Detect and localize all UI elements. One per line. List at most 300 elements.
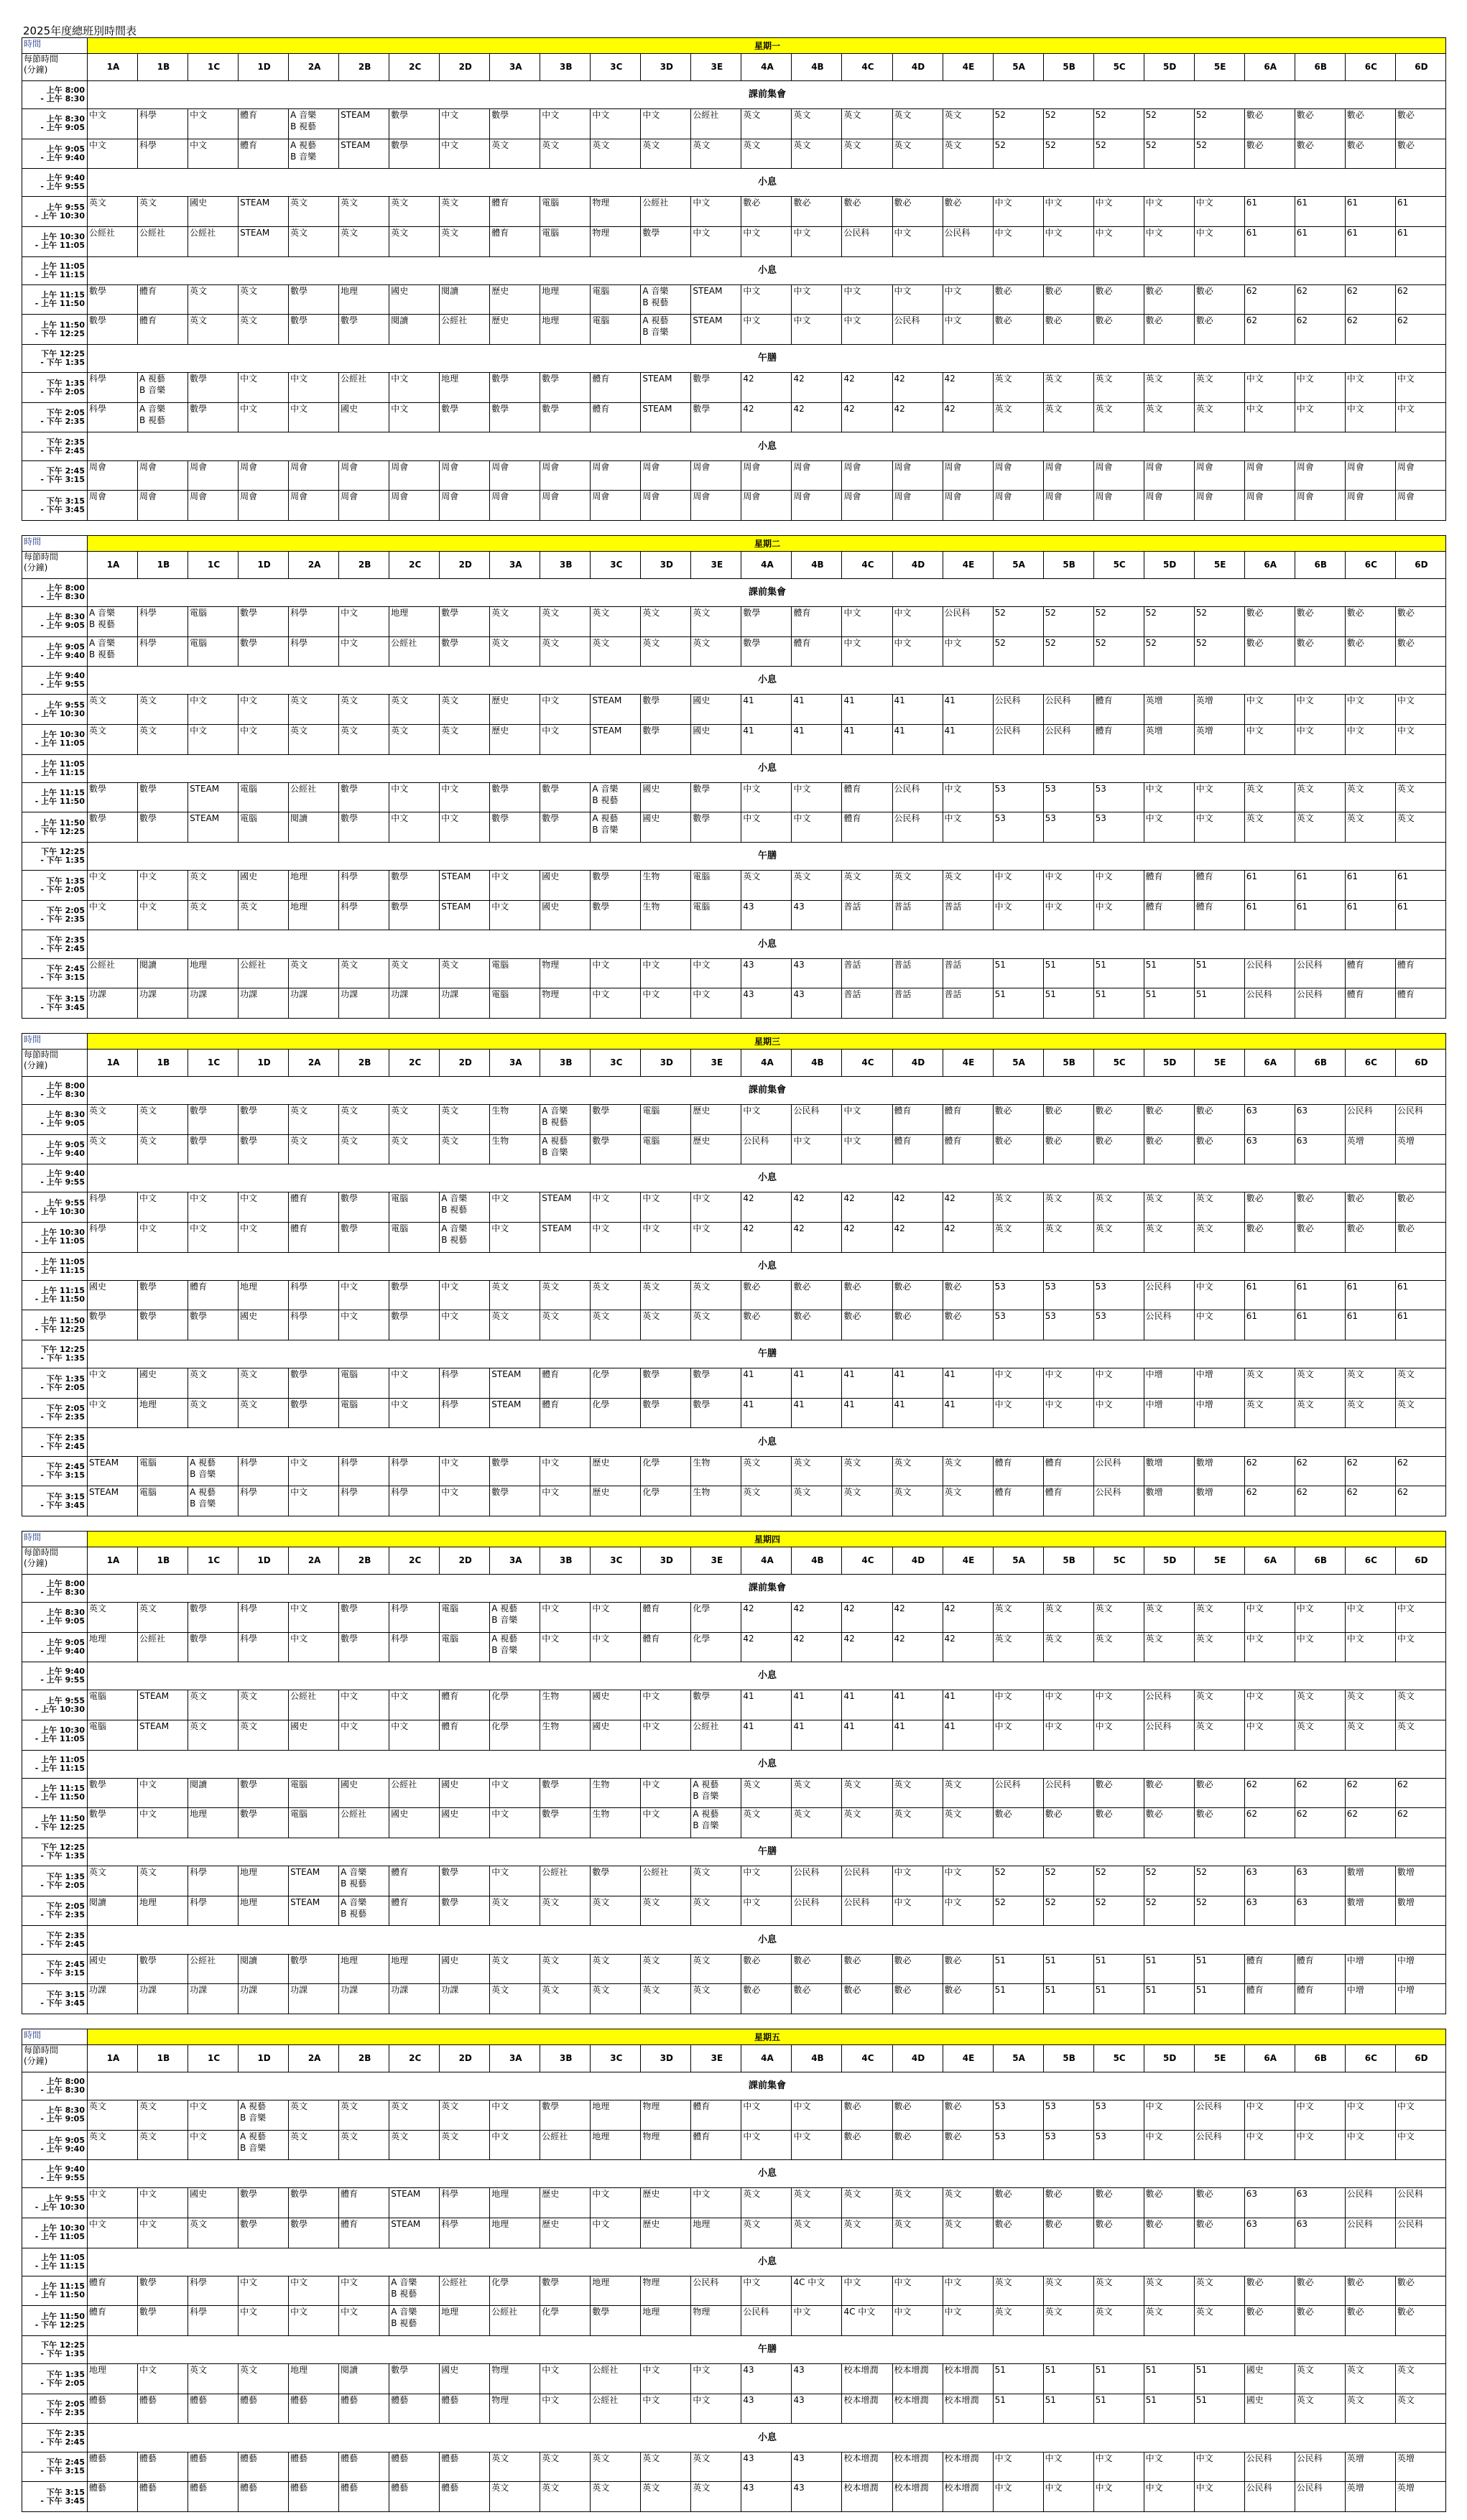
subject-text: 英文	[1296, 783, 1314, 794]
subject-text: STEAM	[542, 1193, 572, 1204]
subject-text: 英文	[89, 198, 107, 208]
time-start: 上午 9:55	[46, 1198, 85, 1208]
subject-text: 體育	[1346, 959, 1364, 970]
subject-text: 中文	[391, 374, 409, 384]
lesson-cell	[540, 1368, 591, 1399]
day-header-row	[22, 536, 1446, 552]
lesson-cell	[1295, 1280, 1345, 1310]
subject-text: 53	[994, 813, 1006, 824]
lesson-cell	[993, 900, 1043, 930]
subject-text: 英文	[1296, 1399, 1314, 1409]
lesson-cell	[1295, 227, 1345, 257]
subject-text: 英文	[1045, 1603, 1063, 1614]
lesson-cell	[440, 725, 490, 755]
lesson-cell	[1144, 636, 1194, 667]
subject-text: 生物	[592, 1779, 610, 1789]
lesson-cell	[289, 636, 339, 667]
subject-text: 國史	[441, 2365, 459, 2376]
lesson-cell	[641, 988, 691, 1019]
subject-text: 英文	[240, 2365, 258, 2376]
subject-text: 51	[1195, 2394, 1207, 2405]
lesson-cell	[1295, 1134, 1345, 1164]
subject-text: 中文	[1397, 1633, 1415, 1644]
lesson-cell	[339, 1954, 389, 1984]
lesson-cell	[1194, 2130, 1244, 2160]
subject-text: 公民科	[1195, 2101, 1222, 2112]
lesson-cell	[741, 1134, 792, 1164]
lesson-cell	[88, 373, 138, 403]
lesson-cell	[389, 402, 440, 432]
lesson-cell	[892, 1456, 943, 1486]
subject-text: 中文	[944, 2276, 962, 2287]
lesson-cell	[892, 284, 943, 315]
lesson-cell	[943, 284, 993, 315]
lesson-cell	[641, 1603, 691, 1633]
subject-text: 中文	[642, 1721, 660, 1731]
subject-text: 數必	[1045, 315, 1063, 326]
subject-text: 數必	[843, 1311, 861, 1322]
subject-text: 功課	[341, 1985, 358, 1996]
subject-text: STEAM	[341, 110, 371, 121]
lesson-cell	[239, 1866, 289, 1896]
lesson-cell	[842, 988, 892, 1019]
subject-text: 校本增潤	[894, 2452, 929, 2463]
break-row	[22, 1662, 1446, 1690]
lesson-cell	[88, 1486, 138, 1516]
subject-text: 中文	[190, 1223, 208, 1233]
subject-text: 公經社	[542, 2131, 568, 2141]
subject-text: 41	[793, 726, 805, 736]
subject-text: 普話	[894, 989, 912, 1000]
lesson-cell	[440, 812, 490, 843]
lesson-cell	[1345, 695, 1395, 725]
lesson-cell	[591, 460, 641, 491]
lesson-cell	[591, 109, 641, 139]
subject-text: 中文	[642, 1809, 660, 1820]
lesson-cell	[641, 373, 691, 403]
subject-text: 體育	[89, 2307, 107, 2317]
lesson-cell	[1043, 2188, 1093, 2218]
subject-text: 數學	[89, 315, 107, 326]
class-header: 4E	[943, 1050, 993, 1076]
class-header: 2A	[289, 1547, 339, 1574]
lesson-cell	[1345, 1954, 1395, 1984]
subject-text: 公民科	[743, 1135, 769, 1146]
lesson-cell	[691, 315, 741, 345]
subject-text: 閱讀	[290, 813, 308, 824]
subject-text: 體育	[1397, 989, 1415, 1000]
timetable-title: 2025年度總班別時間表	[23, 24, 137, 37]
minutes-label: (分鐘)	[24, 562, 48, 573]
class-header: 2B	[339, 2045, 389, 2072]
subject-text: 中文	[693, 2394, 711, 2405]
subject-text: 英文	[139, 1106, 157, 1116]
lesson-cell	[239, 1280, 289, 1310]
lesson-cell	[239, 1192, 289, 1223]
time-start: 上午 11:05	[41, 2252, 85, 2262]
lesson-cell	[490, 1632, 540, 1662]
lesson-cell	[289, 1134, 339, 1164]
subject-text: 英文	[743, 1779, 761, 1789]
time-end: - 上午 9:40	[40, 2144, 85, 2154]
subject-text: 公經社	[290, 783, 317, 794]
subject-text: 41	[894, 1369, 905, 1380]
time-slot-cell	[22, 988, 88, 1019]
lesson-cell	[691, 782, 741, 812]
subject-text: 歷史	[491, 726, 509, 736]
lesson-cell	[792, 958, 842, 988]
subject-text: 62	[1397, 1457, 1409, 1468]
class-header: 6D	[1395, 54, 1445, 80]
class-header: 6C	[1345, 2045, 1395, 2072]
subject-text: 體育	[89, 2276, 107, 2287]
class-header: 4E	[943, 54, 993, 80]
lesson-cell	[1395, 460, 1445, 491]
subject-text: 英文	[1296, 1369, 1314, 1380]
lesson-cell	[339, 988, 389, 1019]
lesson-cell	[88, 1368, 138, 1399]
lesson-cell	[289, 1310, 339, 1340]
lesson-cell	[440, 1368, 490, 1399]
class-header: 3C	[591, 552, 641, 578]
subject-text: 體育	[1195, 901, 1213, 912]
day-table	[22, 535, 1446, 1019]
subject-text: 英文	[441, 1135, 459, 1146]
lesson-cell	[943, 812, 993, 843]
lesson-cell	[1395, 988, 1445, 1019]
subject-text: 數必	[1145, 315, 1163, 326]
lesson-cell	[490, 1368, 540, 1399]
lesson-cell	[339, 695, 389, 725]
lesson-cell	[943, 1368, 993, 1399]
subject-text: 61	[1296, 198, 1308, 208]
lesson-row	[22, 2130, 1446, 2160]
lesson-cell	[88, 1105, 138, 1135]
subject-text: 62	[1346, 1779, 1359, 1789]
class-header: 6B	[1295, 1050, 1345, 1076]
subject-text: 地理	[441, 374, 459, 384]
lesson-cell	[1295, 2394, 1345, 2424]
lesson-cell	[741, 2218, 792, 2248]
subject-text: 地理	[341, 1955, 358, 1965]
lesson-cell	[1194, 958, 1244, 988]
lesson-cell	[1093, 958, 1144, 988]
subject-text: 中文	[1296, 403, 1314, 414]
subject-text: 數學	[290, 2189, 308, 2200]
subject-text: 中文	[341, 637, 358, 648]
subject-text: 地理	[290, 901, 308, 912]
lesson-cell	[1244, 1603, 1295, 1633]
time-start: 下午 2:05	[46, 2399, 85, 2409]
subject-text: 62	[1296, 1457, 1308, 1468]
lesson-cell	[490, 197, 540, 227]
time-end: - 上午 11:05	[34, 241, 85, 251]
time-start: 上午 9:40	[46, 671, 85, 681]
lesson-cell	[641, 1984, 691, 2014]
subject-text: 英文	[190, 2219, 208, 2229]
lesson-cell	[88, 1778, 138, 1808]
subject-text: 中文	[693, 228, 711, 238]
class-header: 3D	[641, 552, 691, 578]
lesson-cell	[1345, 2100, 1395, 2131]
subject-text: 英文	[592, 1955, 610, 1965]
subject-text: 功課	[190, 1985, 208, 1996]
subject-text: 公民科	[944, 228, 971, 238]
subject-text: 數學	[542, 2276, 560, 2287]
time-end: - 下午 2:35	[40, 1412, 85, 1422]
lesson-cell	[339, 1368, 389, 1399]
lesson-cell	[339, 2188, 389, 2218]
lesson-cell	[741, 139, 792, 169]
lesson-cell	[1395, 636, 1445, 667]
lesson-cell	[389, 607, 440, 637]
subject-text: 數必	[1246, 2276, 1264, 2287]
lesson-cell	[943, 1778, 993, 1808]
lesson-cell	[1244, 1280, 1295, 1310]
subject-text: 公民科	[1246, 959, 1272, 970]
lesson-cell	[792, 1456, 842, 1486]
subject-text: 地理	[240, 1867, 258, 1878]
lesson-cell	[1194, 900, 1244, 930]
lesson-cell	[641, 139, 691, 169]
subject-text: 英文	[89, 1603, 107, 1614]
subject-text: 數必	[843, 2131, 861, 2141]
subject-text: 電腦	[491, 959, 509, 970]
subject-text: 數學	[240, 608, 258, 619]
lesson-cell	[138, 871, 188, 901]
lesson-cell	[289, 315, 339, 345]
lesson-cell	[188, 1808, 239, 1838]
time-end: - 下午 1:35	[40, 2349, 85, 2359]
lesson-cell	[1144, 1632, 1194, 1662]
lesson-cell	[591, 1632, 641, 1662]
subject-text: 英文	[1195, 2276, 1213, 2287]
lesson-cell	[540, 460, 591, 491]
class-header: 5B	[1043, 1547, 1093, 1574]
lesson-cell	[1043, 1866, 1093, 1896]
subject-text: 中文	[290, 2307, 308, 2317]
subject-text: 科學	[89, 1223, 107, 1233]
subject-text: 電腦	[391, 1223, 409, 1233]
subject-text: 英文	[843, 1809, 861, 1820]
subject-text: 數學	[190, 1106, 208, 1116]
lesson-cell	[188, 373, 239, 403]
subject-text: 英文	[1397, 783, 1415, 794]
subject-text: 英文	[944, 110, 962, 121]
lesson-cell	[289, 109, 339, 139]
subject-text: 周會	[491, 461, 509, 472]
subject-text: 中文	[994, 1691, 1012, 1702]
subject-text: 科學	[341, 1457, 358, 1468]
lesson-cell	[1244, 2188, 1295, 2218]
class-header: 5C	[1093, 1547, 1144, 1574]
lesson-cell	[842, 1105, 892, 1135]
lesson-cell	[1093, 2452, 1144, 2482]
time-start: 下午 3:15	[46, 1989, 85, 1999]
subject-text: 英文	[592, 608, 610, 619]
subject-text: 中文	[542, 695, 560, 706]
subject-text: 英增	[1145, 695, 1163, 706]
lesson-cell	[540, 2452, 591, 2482]
lesson-cell	[540, 1486, 591, 1516]
subject-text: 英文	[190, 2365, 208, 2376]
subject-text: 國史	[89, 1955, 107, 1965]
lesson-cell	[792, 284, 842, 315]
lesson-cell	[842, 2276, 892, 2306]
subject-text: 63	[1296, 1135, 1308, 1146]
lesson-cell	[339, 1486, 389, 1516]
subject-text: 51	[1095, 2365, 1106, 2376]
lesson-cell	[1194, 284, 1244, 315]
subject-text: 物理	[491, 2365, 509, 2376]
lesson-cell	[993, 2482, 1043, 2512]
lesson-cell	[591, 1486, 641, 1516]
lesson-cell	[138, 2394, 188, 2424]
subject-text: 數必	[1095, 2219, 1113, 2229]
lesson-cell	[490, 1280, 540, 1310]
time-end: - 上午 9:40	[40, 1148, 85, 1158]
subject-text: 數必	[1195, 1809, 1213, 1820]
subject-text: 數學	[542, 403, 560, 414]
lesson-cell	[842, 373, 892, 403]
lesson-cell	[792, 139, 842, 169]
subject-text: 中文	[894, 637, 912, 648]
lesson-cell	[1395, 1398, 1445, 1428]
subject-text: 數學	[139, 813, 157, 824]
subject-text: 英文	[592, 2452, 610, 2463]
time-start: 上午 8:30	[46, 2106, 85, 2116]
lesson-cell	[591, 871, 641, 901]
lesson-cell	[691, 1720, 741, 1751]
subject-text: 歷史	[491, 315, 509, 326]
lesson-cell	[691, 1456, 741, 1486]
lesson-cell	[490, 725, 540, 755]
lesson-cell	[591, 2452, 641, 2482]
time-slot-cell	[22, 607, 88, 637]
time-start: 上午 10:30	[41, 232, 85, 242]
lesson-cell	[1395, 1690, 1445, 1720]
subject-text: A 視藝	[491, 1633, 518, 1644]
subject-text: 體育	[190, 1281, 208, 1292]
lesson-cell	[389, 1368, 440, 1399]
lesson-cell	[842, 284, 892, 315]
lesson-cell	[591, 782, 641, 812]
lesson-row	[22, 109, 1446, 139]
lesson-cell	[289, 1368, 339, 1399]
lesson-cell	[641, 871, 691, 901]
lesson-cell	[540, 284, 591, 315]
lesson-cell	[1345, 2276, 1395, 2306]
lesson-cell	[842, 725, 892, 755]
lesson-cell	[1144, 871, 1194, 901]
class-header: 5D	[1144, 552, 1194, 578]
lesson-cell	[1295, 1192, 1345, 1223]
subject-text: 英文	[391, 959, 409, 970]
lesson-cell	[641, 2482, 691, 2512]
subject-text: 53	[1095, 1311, 1106, 1322]
lesson-row	[22, 460, 1446, 491]
subject-text: 電腦	[341, 1369, 358, 1380]
time-slot-cell	[22, 197, 88, 227]
subject-text: 中文	[1045, 2483, 1063, 2493]
lesson-cell	[239, 958, 289, 988]
lesson-cell	[389, 1954, 440, 1984]
class-header: 4B	[792, 1547, 842, 1574]
subject-text: 52	[994, 608, 1006, 619]
lesson-cell	[88, 812, 138, 843]
subject-text: 英文	[843, 2219, 861, 2229]
subject-text: 歷史	[592, 1487, 610, 1498]
subject-text: 中文	[491, 1867, 509, 1878]
minutes-label: (分鐘)	[24, 2056, 48, 2067]
subject-text: 中文	[1397, 1603, 1415, 1614]
subject-text: 數必	[994, 1135, 1012, 1146]
class-header: 5E	[1194, 552, 1244, 578]
lesson-cell	[1043, 402, 1093, 432]
time-start: 下午 1:35	[46, 1374, 85, 1384]
class-header: 4B	[792, 1050, 842, 1076]
lesson-cell	[188, 2218, 239, 2248]
lesson-cell	[1295, 900, 1345, 930]
subject-text: STEAM	[592, 726, 622, 736]
lesson-cell	[591, 725, 641, 755]
lesson-cell	[691, 1603, 741, 1633]
subject-text: 科學	[441, 1369, 459, 1380]
subject-text: 中文	[491, 901, 509, 912]
time-end: - 上午 9:05	[40, 123, 85, 133]
subject-text: 科學	[89, 403, 107, 414]
lesson-cell	[1244, 782, 1295, 812]
lesson-cell	[1395, 2452, 1445, 2482]
lesson-cell	[892, 1896, 943, 1926]
lesson-cell	[1244, 1778, 1295, 1808]
subject-text: 數學	[693, 813, 711, 824]
lesson-cell	[1395, 900, 1445, 930]
lesson-cell	[892, 1984, 943, 2014]
lesson-cell	[892, 1632, 943, 1662]
subject-text: 42	[894, 403, 905, 414]
lesson-cell	[993, 1398, 1043, 1428]
subject-text: 中文	[793, 2101, 811, 2112]
subject-text: 英文	[1195, 374, 1213, 384]
lesson-cell	[1395, 1720, 1445, 1751]
lesson-cell	[188, 197, 239, 227]
subject-text: 英文	[240, 315, 258, 326]
lesson-cell	[1194, 2452, 1244, 2482]
subject-text: 物理	[592, 198, 610, 208]
subject-text: 英文	[139, 2101, 157, 2112]
subject-text: 地理	[341, 285, 358, 296]
day-table	[22, 37, 1446, 521]
subject-text: 公民科	[1296, 2452, 1323, 2463]
lesson-cell	[1093, 1368, 1144, 1399]
time-end: - 下午 3:15	[40, 1470, 85, 1481]
lesson-cell	[943, 2188, 993, 2218]
subject-text: 數必	[1095, 285, 1113, 296]
lesson-cell	[842, 782, 892, 812]
lesson-cell	[1244, 2306, 1295, 2336]
subject-text: 體藝	[89, 2452, 107, 2463]
lesson-cell	[943, 1808, 993, 1838]
subject-text: 公民科	[1095, 1487, 1121, 1498]
lesson-cell	[138, 2306, 188, 2336]
subject-text: 中文	[190, 139, 208, 150]
subject-text: 英文	[693, 1955, 711, 1965]
lesson-cell	[289, 1105, 339, 1135]
lesson-row	[22, 1192, 1446, 1223]
lesson-cell	[490, 1866, 540, 1896]
day-header-row	[22, 1532, 1446, 1547]
